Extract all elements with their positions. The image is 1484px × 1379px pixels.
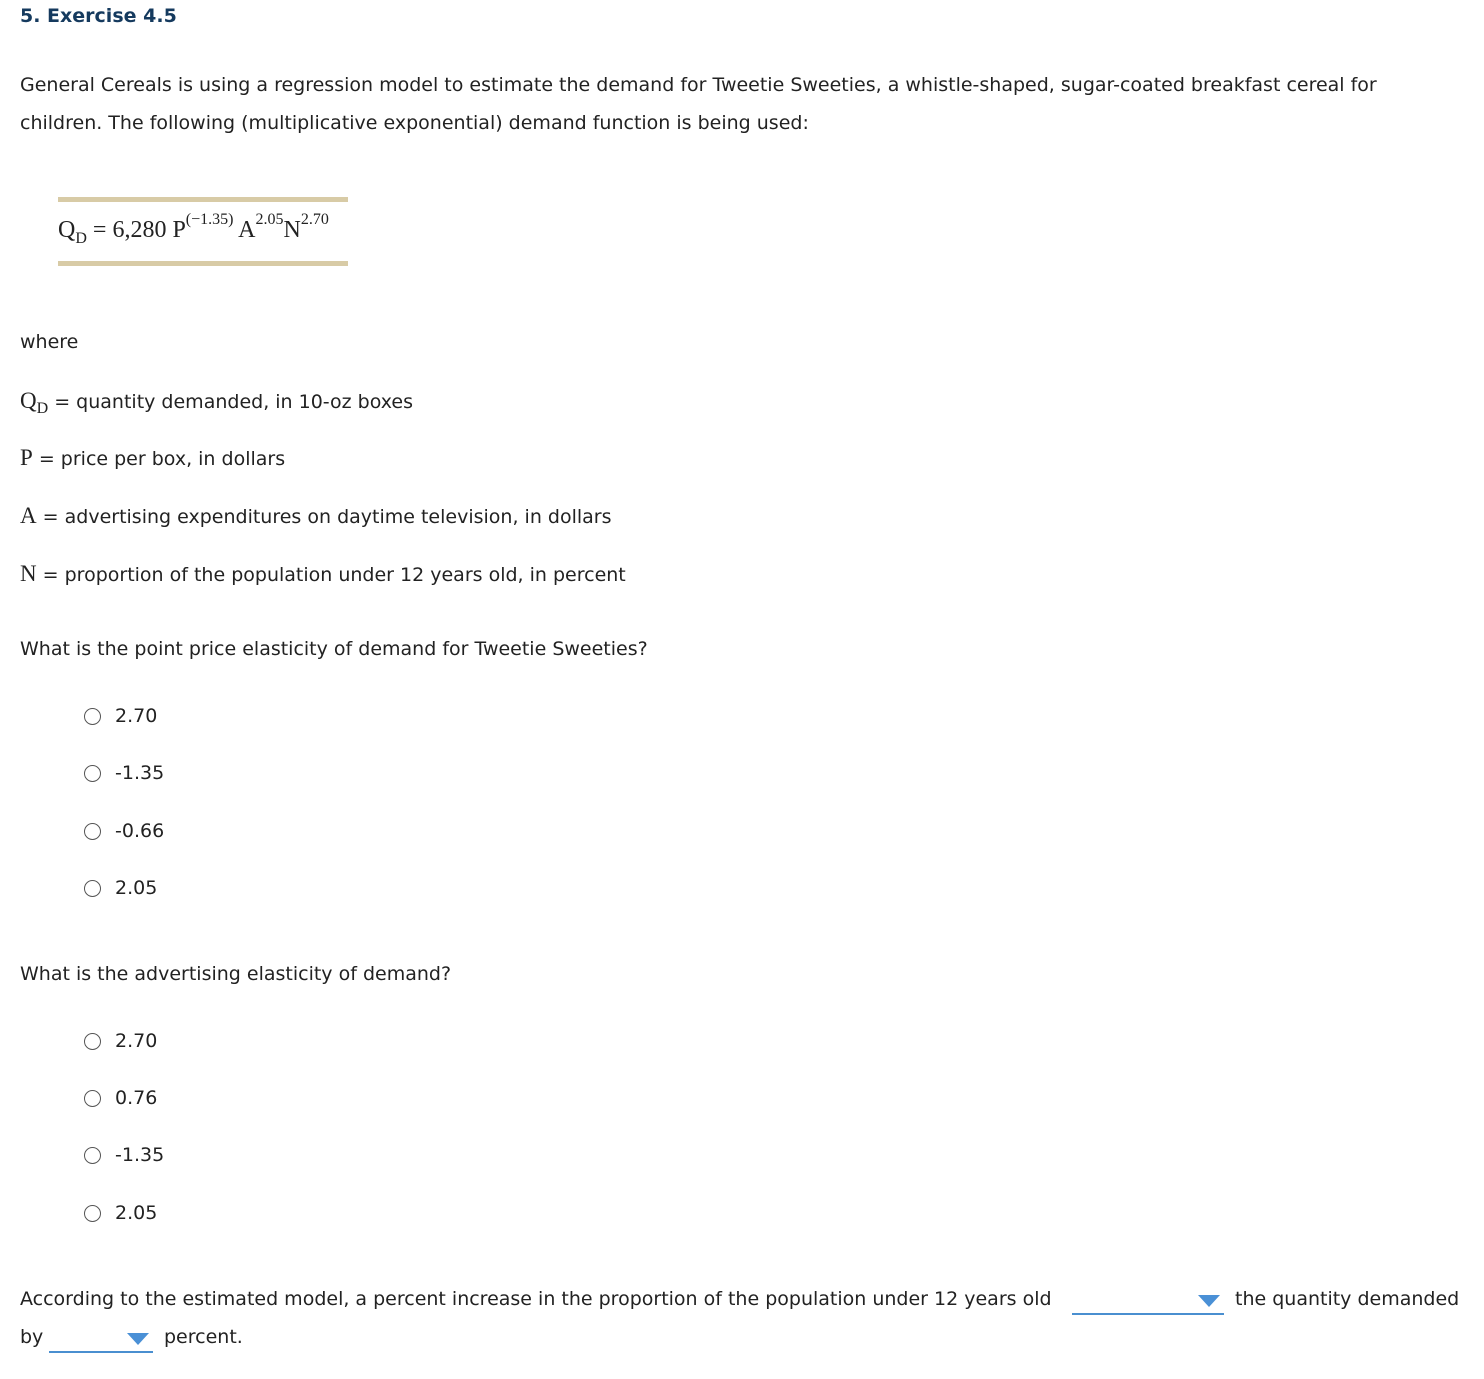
exercise-title: 5. Exercise 4.5 [20,5,177,27]
eq-p-exponent: (−1.35) [185,211,234,228]
eq-n-exponent: 2.70 [300,211,329,228]
chevron-down-icon [1198,1295,1220,1307]
option-label: 2.05 [115,1202,158,1224]
final-sentence-part1: According to the estimated model, a percent increase in the proportion of the population under 12 years old [20,1288,1052,1310]
eq-n: N [283,217,301,243]
definition-n [20,561,626,587]
question-price-elasticity: What is the point price elasticity of demand for Tweetie Sweeties? [20,638,648,660]
q2-option-4[interactable] [84,1201,157,1225]
option-label: -0.66 [115,820,165,842]
def-symbol: Q [20,388,37,413]
final-sentence-part4: percent. [164,1326,243,1348]
radio-button[interactable] [84,823,101,840]
intro-paragraph: General Cereals is using a regression model to estimate the demand for Tweetie Sweeties, a whistle-shaped, sugar-coated breakfast cereal for children. The following (multiplicative exponential) demand function is being used: [20,74,1377,134]
q2-option-1[interactable] [84,1029,157,1053]
percent-dropdown[interactable] [49,1325,153,1353]
def-text: = quantity demanded, in 10-oz boxes [48,391,414,413]
equation-bottom-rule [58,261,348,266]
demand-equation-box [58,197,348,267]
eq-equals-coef: = 6,280 P [86,217,186,243]
direction-dropdown[interactable] [1072,1287,1224,1315]
eq-a-exponent: 2.05 [255,211,284,228]
radio-button[interactable] [84,1205,101,1222]
demand-equation [58,211,329,248]
def-symbol: N [20,561,37,586]
definition-qd [20,388,413,418]
option-label: 2.70 [115,705,158,727]
def-sub: D [36,399,49,417]
definition-p [20,445,285,471]
def-symbol: P [20,445,33,470]
radio-button[interactable] [84,1033,101,1050]
q2-option-3[interactable] [84,1143,164,1167]
q1-option-2[interactable] [84,761,164,785]
q2-option-2[interactable] [84,1086,157,1110]
final-sentence-part3: by [20,1326,44,1348]
radio-button[interactable] [84,1090,101,1107]
option-label: 2.70 [115,1030,158,1052]
option-label: -1.35 [115,1144,165,1166]
radio-button[interactable] [84,1147,101,1164]
option-label: -1.35 [115,762,165,784]
eq-q-sub: D [75,229,87,247]
question-advertising-elasticity: What is the advertising elasticity of demand? [20,963,452,985]
chevron-down-icon [127,1333,149,1345]
equation-top-rule [58,197,348,202]
radio-button[interactable] [84,880,101,897]
definition-a [20,503,612,529]
radio-button[interactable] [84,708,101,725]
final-sentence-part2: the quantity demanded [1235,1288,1460,1310]
q1-option-3[interactable] [84,819,164,843]
q1-option-4[interactable] [84,876,157,900]
q1-option-1[interactable] [84,704,157,728]
eq-a: A [238,217,256,243]
eq-q: Q [58,217,76,243]
option-label: 2.05 [115,877,158,899]
def-text: = price per box, in dollars [32,448,286,470]
def-text: = proportion of the population under 12 years old, in percent [36,564,626,586]
where-label: where [20,331,79,353]
def-symbol: A [20,503,37,528]
option-label: 0.76 [115,1087,158,1109]
def-text: = advertising expenditures on daytime television, in dollars [36,506,612,528]
radio-button[interactable] [84,765,101,782]
